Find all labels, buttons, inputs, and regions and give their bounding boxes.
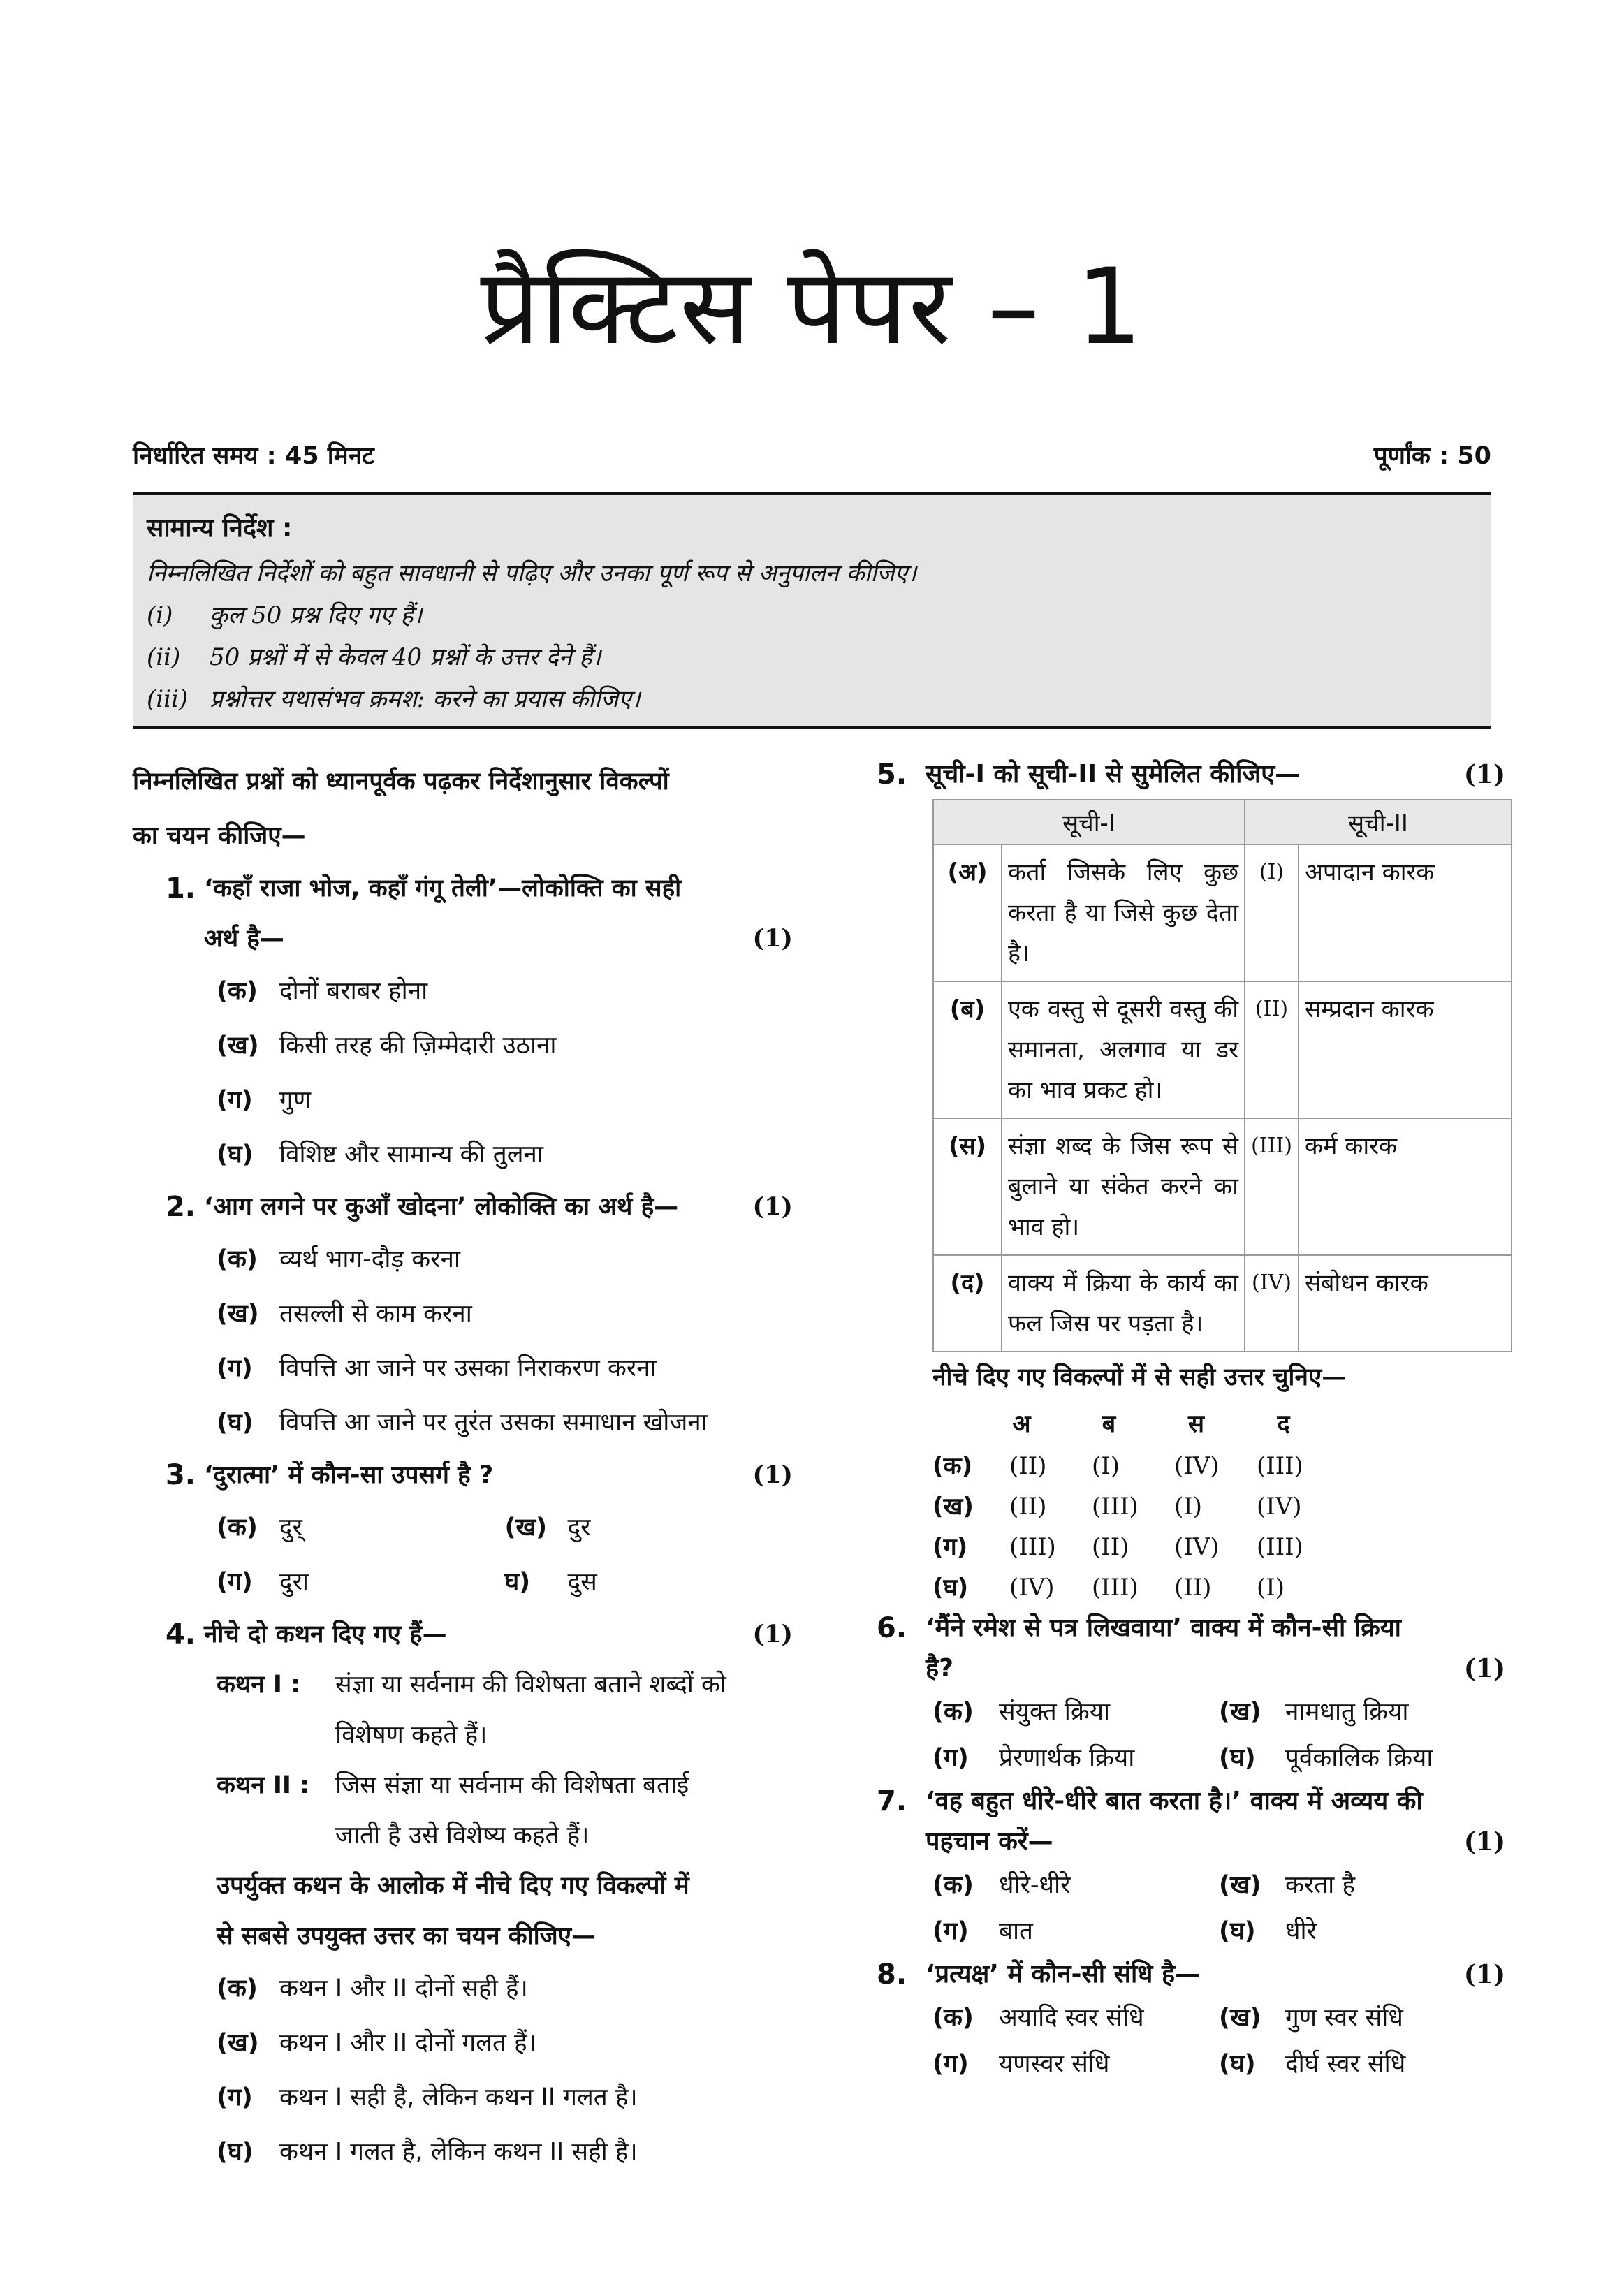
option-label: (घ) bbox=[217, 1409, 254, 1437]
row-value: संबोधन कारक bbox=[1299, 1255, 1512, 1352]
answer-value: (III) bbox=[1257, 1533, 1303, 1561]
option-text: कथन I सही है, लेकिन कथन II गलत है। bbox=[279, 2084, 638, 2111]
sub-instruction: से सबसे उपयुक्त उत्तर का चयन कीजिए— bbox=[217, 1922, 597, 1950]
table-header: सूची-I bbox=[933, 800, 1245, 844]
option bbox=[217, 1287, 793, 1341]
instruction-item bbox=[147, 636, 1477, 678]
option-text: बात bbox=[999, 1917, 1034, 1945]
option-text: धीरे bbox=[1285, 1917, 1317, 1945]
row-roman: (I) bbox=[1245, 844, 1299, 981]
instructions-box bbox=[133, 492, 1491, 729]
statement-label: कथन II : bbox=[217, 1771, 310, 1799]
row-label: (स) bbox=[933, 1118, 1002, 1255]
section-intro-line1: निम्नलिखित प्रश्नों को ध्यानपूर्वक पढ़कर निर्देशानुसार विकल्पों bbox=[133, 768, 669, 796]
answer-option bbox=[932, 1446, 1505, 1486]
question-2 bbox=[133, 1182, 793, 1232]
question-text: ‘कहाँ राजा भोज, कहाँ गंगू तेली’—लोकोक्ति का सही bbox=[204, 874, 682, 902]
row-roman: (IV) bbox=[1245, 1255, 1299, 1352]
option-label: (ख) bbox=[217, 1032, 259, 1060]
option-label: (घ) bbox=[1219, 1917, 1256, 1945]
question-number: 2. bbox=[165, 1191, 196, 1223]
page-title: प्रैक्टिस पेपर – 1 bbox=[480, 247, 1144, 368]
option-text: यणस्वर संधि bbox=[999, 2050, 1110, 2078]
question-4 bbox=[133, 1609, 793, 1660]
statement-text: जाती है उसे विशेष्य कहते हैं। bbox=[335, 1822, 590, 1850]
option-row bbox=[932, 1995, 1505, 2041]
question-8 bbox=[877, 1954, 1505, 1995]
question-3 bbox=[133, 1450, 793, 1500]
row-label: (अ) bbox=[933, 844, 1002, 981]
option bbox=[217, 1018, 793, 1073]
statement-label: कथन I : bbox=[217, 1671, 301, 1699]
option bbox=[217, 1073, 793, 1127]
row-text: कर्ता जिसके लिए कुछ करता है या जिसे कुछ देता है। bbox=[1002, 844, 1245, 981]
option bbox=[217, 2125, 793, 2179]
option-label: (क) bbox=[217, 1975, 258, 2003]
row-value: अपादान कारक bbox=[1299, 844, 1512, 981]
row-text: एक वस्तु से दूसरी वस्तु की समानता, अलगाव या डर का भाव प्रकट हो। bbox=[1002, 981, 1245, 1118]
instruction-num: (iii) bbox=[147, 685, 189, 713]
option-label: (घ) bbox=[217, 1141, 254, 1169]
option bbox=[217, 1961, 793, 2016]
question-number: 1. bbox=[165, 872, 196, 905]
question-text: नीचे दो कथन दिए गए हैं— bbox=[204, 1620, 447, 1648]
option-text: दुर bbox=[567, 1514, 591, 1542]
row-label: (द) bbox=[933, 1255, 1002, 1352]
row-roman: (III) bbox=[1245, 1118, 1299, 1255]
option-text: दीर्घ स्वर संधि bbox=[1285, 2050, 1406, 2078]
option-row bbox=[217, 1555, 793, 1609]
statement-text: संज्ञा या सर्वनाम की विशेषता बताने शब्दों को bbox=[335, 1671, 726, 1699]
question-marks: (1) bbox=[1463, 1960, 1505, 1989]
option bbox=[217, 964, 793, 1018]
question-text: ‘प्रत्यक्ष’ में कौन-सी संधि है— bbox=[926, 1960, 1201, 1989]
question-7 bbox=[877, 1781, 1505, 1862]
statement-1 bbox=[217, 1660, 793, 1760]
option bbox=[217, 1232, 793, 1287]
option-row bbox=[932, 1735, 1505, 1781]
answer-value: (I) bbox=[1092, 1452, 1120, 1480]
answer-value: (IV) bbox=[1174, 1452, 1220, 1480]
row-roman: (II) bbox=[1245, 981, 1299, 1118]
option-text: कथन I और II दोनों गलत हैं। bbox=[279, 2029, 536, 2057]
answer-value: (III) bbox=[1009, 1533, 1056, 1561]
question-marks: (1) bbox=[752, 1620, 793, 1648]
option-label: (क) bbox=[932, 1871, 974, 1899]
row-value: सम्प्रदान कारक bbox=[1299, 981, 1512, 1118]
question-number: 7. bbox=[877, 1785, 907, 1817]
table-row bbox=[933, 844, 1512, 981]
option-label: (ख) bbox=[504, 1514, 548, 1542]
match-table bbox=[932, 799, 1512, 1352]
option-label: (ग) bbox=[217, 1568, 253, 1596]
option-text: दोनों बराबर होना bbox=[279, 977, 428, 1005]
option-label: (क) bbox=[932, 1452, 973, 1480]
option-row bbox=[932, 1689, 1505, 1735]
option-text: धीरे-धीरे bbox=[999, 1871, 1071, 1899]
answer-value: (II) bbox=[1009, 1452, 1047, 1480]
option-label: (घ) bbox=[1219, 1744, 1256, 1772]
option-text: गुण bbox=[279, 1086, 312, 1114]
option-text: संयुक्त क्रिया bbox=[999, 1698, 1111, 1726]
option-row bbox=[217, 1500, 793, 1555]
answer-col: द bbox=[1277, 1410, 1290, 1438]
statement-text: विशेषण कहते हैं। bbox=[335, 1721, 488, 1749]
answer-col: स bbox=[1188, 1410, 1204, 1438]
question-number: 5. bbox=[877, 759, 907, 791]
option-text: किसी तरह की ज़िम्मेदारी उठाना bbox=[279, 1032, 557, 1060]
instruction-item bbox=[147, 594, 1477, 636]
instructions-heading: सामान्य निर्देश : bbox=[147, 514, 293, 543]
option-label: (क) bbox=[217, 977, 258, 1005]
question-1 bbox=[133, 863, 793, 964]
option-label: (ग) bbox=[932, 2050, 969, 2078]
question-marks: (1) bbox=[1463, 760, 1505, 789]
option-text: पूर्वकालिक क्रिया bbox=[1285, 1744, 1433, 1772]
option-label: (क) bbox=[217, 1514, 258, 1542]
option-label: (घ) bbox=[217, 2138, 254, 2166]
option-text: विपत्ति आ जाने पर उसका निराकरण करना bbox=[279, 1354, 657, 1382]
question-marks: (1) bbox=[1463, 1654, 1505, 1683]
question-text: पहचान करें— bbox=[926, 1827, 1053, 1856]
answer-value: (IV) bbox=[1009, 1574, 1055, 1602]
answer-option bbox=[932, 1567, 1505, 1608]
option-row bbox=[932, 1908, 1505, 1954]
answer-value: (II) bbox=[1092, 1533, 1129, 1561]
option-text: तसल्ली से काम करना bbox=[279, 1300, 472, 1328]
table-row bbox=[933, 1255, 1512, 1352]
choose-instruction: नीचे दिए गए विकल्पों में से सही उत्तर चुनिए— bbox=[932, 1363, 1347, 1391]
option-text: गुण स्वर संधि bbox=[1285, 2004, 1403, 2032]
instruction-num: (i) bbox=[147, 601, 173, 629]
option-text: करता है bbox=[1285, 1871, 1355, 1899]
option-text: विपत्ति आ जाने पर तुरंत उसका समाधान खोजना bbox=[279, 1409, 708, 1437]
option-text: नामधातु क्रिया bbox=[1285, 1698, 1409, 1726]
option-text: कथन I गलत है, लेकिन कथन II सही है। bbox=[279, 2138, 638, 2166]
option-label: (ख) bbox=[1219, 1871, 1261, 1899]
question-6 bbox=[877, 1608, 1505, 1689]
option-text: प्रेरणार्थक क्रिया bbox=[999, 1744, 1135, 1772]
question-number: 6. bbox=[877, 1612, 907, 1644]
total-marks: पूर्णांक : 50 bbox=[1373, 442, 1491, 470]
option-label: (घ) bbox=[932, 1574, 969, 1602]
question-marks: (1) bbox=[752, 924, 793, 953]
option-label: (ग) bbox=[932, 1744, 969, 1772]
question-text: ‘आग लगने पर कुआँ खोदना’ लोकोक्ति का अर्थ है— bbox=[204, 1193, 679, 1221]
option-label: (घ) bbox=[1219, 2050, 1256, 2078]
option-label: (क) bbox=[932, 2004, 974, 2032]
answer-value: (IV) bbox=[1174, 1533, 1220, 1561]
option-label: (ख) bbox=[932, 1493, 974, 1521]
question-text: है? bbox=[926, 1654, 953, 1683]
option-text: व्यर्थ भाग-दौड़ करना bbox=[279, 1245, 460, 1273]
sub-instruction: उपर्युक्त कथन के आलोक में नीचे दिए गए विकल्पों में bbox=[217, 1872, 689, 1900]
option-label: (ग) bbox=[932, 1533, 968, 1561]
question-marks: (1) bbox=[1463, 1827, 1505, 1857]
answer-col: ब bbox=[1102, 1410, 1116, 1438]
option-label: (ख) bbox=[217, 2029, 259, 2057]
question-5 bbox=[877, 754, 1505, 795]
row-text: संज्ञा शब्द के जिस रूप से बुलाने या संकेत करने का भाव हो। bbox=[1002, 1118, 1245, 1255]
question-text: ‘दुरात्मा’ में कौन-सा उपसर्ग है ? bbox=[204, 1461, 494, 1489]
option-label: (ग) bbox=[217, 1354, 253, 1382]
statement-2 bbox=[217, 1760, 793, 1861]
option-label: (ख) bbox=[217, 1300, 259, 1328]
answer-option bbox=[932, 1527, 1505, 1567]
option-label: घ) bbox=[504, 1568, 531, 1596]
option bbox=[217, 2016, 793, 2070]
option-text: विशिष्ट और सामान्य की तुलना bbox=[279, 1141, 543, 1169]
row-text: वाक्य में क्रिया के कार्य का फल जिस पर पड़ता है। bbox=[1002, 1255, 1245, 1352]
option-label: (क) bbox=[932, 1698, 974, 1726]
left-column bbox=[133, 754, 793, 2179]
statement-text: जिस संज्ञा या सर्वनाम की विशेषता बताई bbox=[335, 1771, 689, 1799]
question-number: 4. bbox=[165, 1618, 196, 1650]
option bbox=[217, 1396, 793, 1450]
option bbox=[217, 2070, 793, 2125]
table-row bbox=[933, 981, 1512, 1118]
option-label: (ग) bbox=[932, 1917, 969, 1945]
section-intro-line2: का चयन कीजिए— bbox=[133, 822, 306, 850]
option-label: (ग) bbox=[217, 2084, 253, 2111]
option-text: दुस bbox=[567, 1568, 597, 1596]
table-row bbox=[933, 1118, 1512, 1255]
question-text: अर्थ है— bbox=[204, 925, 284, 953]
table-header: सूची-II bbox=[1245, 800, 1512, 844]
option-label: (ख) bbox=[1219, 1698, 1261, 1726]
answer-value: (IV) bbox=[1257, 1493, 1302, 1521]
row-label: (ब) bbox=[933, 981, 1002, 1118]
answer-value: (II) bbox=[1174, 1574, 1212, 1602]
question-number: 8. bbox=[877, 1959, 907, 1991]
option bbox=[217, 1127, 793, 1182]
question-marks: (1) bbox=[752, 1192, 793, 1221]
answer-value: (III) bbox=[1092, 1574, 1139, 1602]
answer-value: (I) bbox=[1257, 1574, 1285, 1602]
question-text: सूची-I को सूची-II से सुमेलित कीजिए— bbox=[926, 760, 1301, 789]
instruction-num: (ii) bbox=[147, 643, 181, 671]
option-text: दुर् bbox=[279, 1514, 302, 1542]
answer-value: (II) bbox=[1009, 1493, 1047, 1521]
right-column bbox=[877, 754, 1505, 2087]
instruction-text: कुल 50 प्रश्न दिए गए हैं। bbox=[210, 601, 423, 629]
option-label: (ग) bbox=[217, 1086, 253, 1114]
option-text: कथन I और II दोनों सही हैं। bbox=[279, 1975, 528, 2003]
question-marks: (1) bbox=[752, 1461, 793, 1489]
question-text: ‘वह बहुत धीरे-धीरे बात करता है।’ वाक्य में अव्यय की bbox=[926, 1787, 1423, 1815]
instruction-item bbox=[147, 678, 1477, 720]
answer-value: (III) bbox=[1257, 1452, 1303, 1480]
question-number: 3. bbox=[165, 1459, 196, 1491]
answer-col: अ bbox=[1012, 1410, 1031, 1438]
instructions-intro: निम्नलिखित निर्देशों को बहुत सावधानी से पढ़िए और उनका पूर्ण रूप से अनुपालन कीजिए। bbox=[147, 559, 917, 587]
option-label: (ख) bbox=[1219, 2004, 1261, 2032]
answer-header bbox=[978, 1403, 1505, 1446]
answer-value: (I) bbox=[1174, 1493, 1202, 1521]
option bbox=[217, 1341, 793, 1396]
instruction-text: प्रश्नोत्तर यथासंभव क्रमश: करने का प्रयास कीजिए। bbox=[210, 685, 641, 713]
option-label: (क) bbox=[217, 1245, 258, 1273]
answer-value: (III) bbox=[1092, 1493, 1139, 1521]
answer-option bbox=[932, 1486, 1505, 1527]
option-text: दुरा bbox=[279, 1568, 309, 1596]
option-row bbox=[932, 1862, 1505, 1908]
option-row bbox=[932, 2041, 1505, 2087]
time-limit: निर्धारित समय : 45 मिनट bbox=[133, 442, 374, 470]
option-text: अयादि स्वर संधि bbox=[999, 2004, 1144, 2032]
question-text: ‘मैंने रमेश से पत्र लिखवाया’ वाक्य में कौन-सी क्रिया bbox=[926, 1613, 1401, 1642]
instruction-text: 50 प्रश्नों में से केवल 40 प्रश्नों के उत्तर देने हैं। bbox=[210, 643, 601, 671]
row-value: कर्म कारक bbox=[1299, 1118, 1512, 1255]
